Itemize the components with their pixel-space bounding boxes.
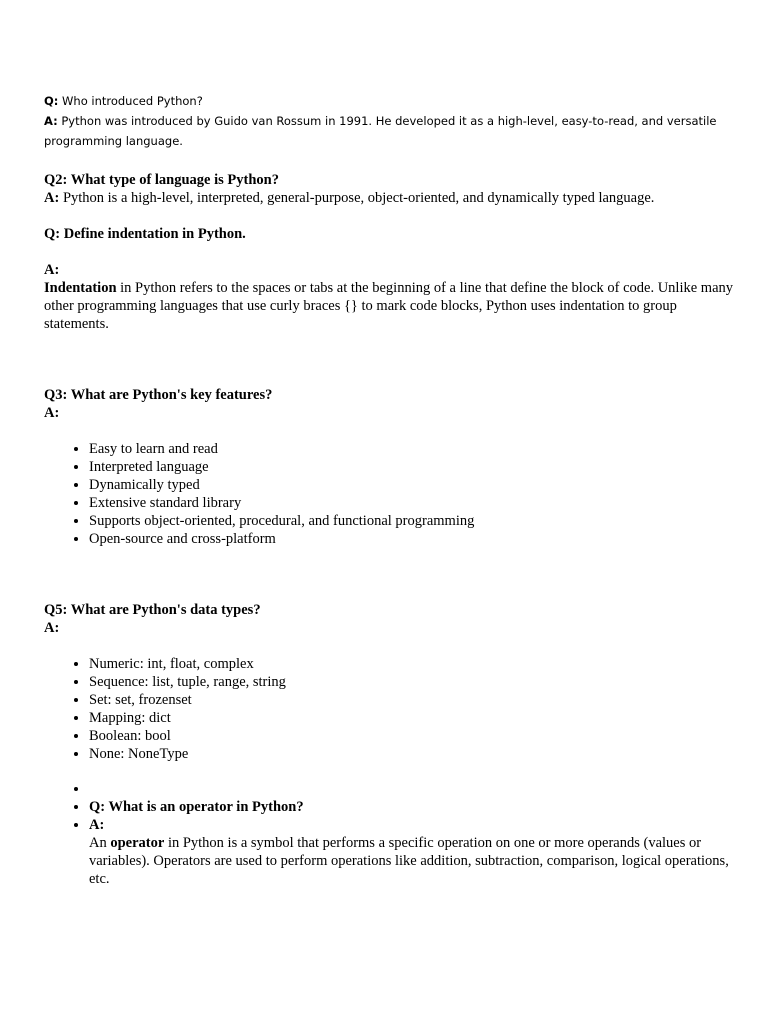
list-item: • Numeric: int, float, complex <box>89 655 734 673</box>
question-heading: Q2: What type of language is Python? <box>44 172 279 188</box>
list-item: • Dynamically typed <box>89 476 734 494</box>
answer-text: Python was introduced by Guido van Rossum in 1991. He developed it as a high-level, easy-to-read, and versatile programming language. <box>44 114 717 148</box>
list-item: • Interpreted language <box>89 458 734 476</box>
answer-text: Python is a high-level, interpreted, general-purpose, object-oriented, and dynamically typed language. <box>59 190 655 206</box>
features-list <box>44 440 734 548</box>
qa-operator <box>44 780 734 888</box>
qa-language-type <box>44 171 734 207</box>
answer-label: A: <box>44 620 60 636</box>
question-heading: Q: Define indentation in Python. <box>44 226 246 242</box>
operator-term: operator <box>110 835 165 851</box>
list-item: • Boolean: bool <box>89 727 734 745</box>
qa-key-features <box>44 386 734 548</box>
answer-label: A: <box>89 817 105 833</box>
answer-line <box>44 111 734 151</box>
answer-text: in Python refers to the spaces or tabs at the beginning of a line that define the block of code. Unlike many other programming languages that use curly braces {} to mark code blocks, Python uses indentation to group statements. <box>44 280 734 332</box>
question-label: Q: <box>44 94 59 108</box>
qa-indentation <box>44 225 734 333</box>
question-line <box>44 91 734 111</box>
list-item <box>89 816 734 888</box>
list-item: • Easy to learn and read <box>89 440 734 458</box>
operator-list <box>44 780 734 888</box>
answer-label: A: <box>44 114 58 128</box>
list-item: • Set: set, frozenset <box>89 691 734 709</box>
question-text: Who introduced Python? <box>58 94 203 108</box>
answer-label: A: <box>44 405 60 421</box>
answer-label: A: <box>44 190 60 206</box>
list-item: • Sequence: list, tuple, range, string <box>89 673 734 691</box>
answer-prefix: An <box>89 835 111 851</box>
qa-who-introduced <box>44 91 734 151</box>
list-item: • Supports object-oriented, procedural, and functional programming <box>89 512 734 530</box>
question-heading: Q3: What are Python's key features? <box>44 387 273 403</box>
list-item: • Open-source and cross-platform <box>89 530 734 548</box>
list-item: • Extensive standard library <box>89 494 734 512</box>
answer-label: A: <box>44 262 60 278</box>
empty-list-item <box>89 780 734 798</box>
list-item: • None: NoneType <box>89 745 734 763</box>
indentation-term: Indentation <box>44 280 117 296</box>
question-heading: Q5: What are Python's data types? <box>44 602 261 618</box>
list-item: • Mapping: dict <box>89 709 734 727</box>
question-heading: Q: What is an operator in Python? <box>89 799 304 815</box>
qa-data-types <box>44 601 734 763</box>
answer-text: in Python is a symbol that performs a specific operation on one or more operands (values or variables). Operators are used to perform operations like addition, subtraction, comparison, logical operations, etc. <box>89 835 729 887</box>
list-item <box>89 798 734 816</box>
data-types-list <box>44 655 734 763</box>
